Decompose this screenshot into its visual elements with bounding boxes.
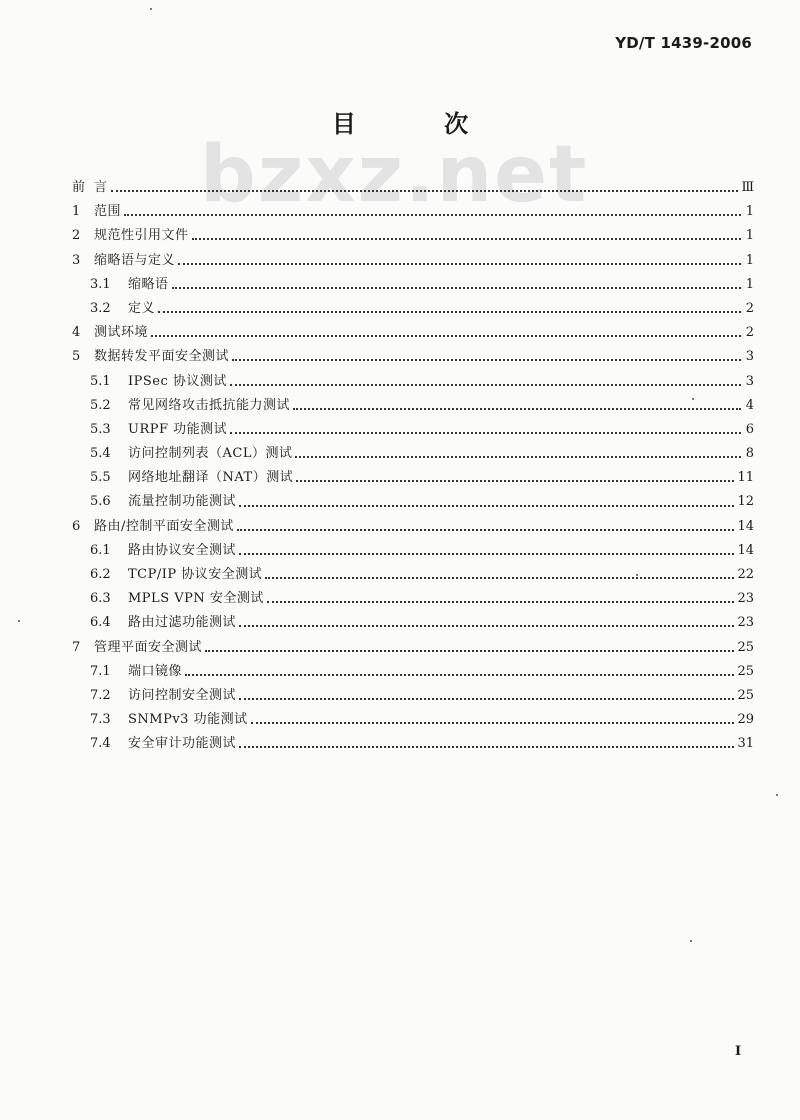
- dot-leader: [237, 529, 735, 531]
- toc-entry-label: 路由过滤功能测试: [128, 615, 237, 631]
- toc-entry-label: 缩略语与定义: [94, 252, 176, 268]
- toc-entry-label: 访问控制列表（ACL）测试: [128, 446, 293, 462]
- toc-entry-label: 端口镜像: [128, 663, 183, 679]
- document-id: YD/T 1439-2006: [615, 34, 752, 52]
- toc-entry[interactable]: [72, 611, 754, 635]
- toc-entry-number: 4: [72, 325, 81, 341]
- toc-entry-number: 3: [72, 252, 81, 268]
- toc-entry-label: 数据转发平面安全测试: [94, 349, 230, 365]
- toc-entry-number: 5.6: [90, 494, 111, 510]
- toc-entry[interactable]: [72, 200, 754, 224]
- toc-entry-page: 23: [737, 615, 754, 631]
- toc-entry[interactable]: [72, 539, 754, 563]
- toc-entry-label: 安全审计功能测试: [128, 736, 237, 752]
- dot-leader: [158, 311, 741, 313]
- toc-entry-page: 22: [737, 567, 754, 582]
- toc-entry-number: 6: [72, 518, 81, 534]
- dot-leader: [232, 359, 741, 361]
- toc-entry-number: 5.4: [90, 446, 111, 462]
- dot-leader: [230, 432, 741, 434]
- dot-leader: [172, 287, 741, 289]
- scan-speck: [692, 398, 694, 400]
- toc-entry[interactable]: [72, 321, 754, 345]
- dot-leader: [178, 263, 741, 265]
- dot-leader: [230, 384, 741, 386]
- toc-entry-number: 1: [72, 204, 81, 220]
- dot-leader: [296, 480, 734, 482]
- dot-leader: [124, 214, 741, 216]
- toc-entry-label: 路由协议安全测试: [128, 542, 237, 558]
- toc-entry-page: 2: [745, 325, 754, 341]
- toc-entry-page: 12: [737, 494, 754, 510]
- toc-entry-label: 管理平面安全测试: [94, 639, 203, 655]
- toc-entry-page: 1: [745, 228, 754, 244]
- dot-leader: [251, 722, 735, 724]
- toc-entry-number: 6.4: [90, 615, 111, 631]
- toc-entry-label: 网络地址翻译（NAT）测试: [128, 470, 294, 486]
- toc-entry-label: IPSec 协议测试: [128, 373, 227, 389]
- toc-entry-page: 1: [745, 204, 754, 220]
- dot-leader: [111, 190, 739, 192]
- toc-entry-label: 规范性引用文件: [94, 228, 189, 244]
- dot-leader: [267, 601, 735, 603]
- toc-entry[interactable]: [72, 732, 754, 756]
- toc-entry-page: 23: [737, 591, 754, 607]
- toc-entry-page: 25: [737, 687, 754, 703]
- toc-entry-page: 8: [745, 446, 754, 462]
- scan-speck: [690, 940, 692, 942]
- toc-entry-label: URPF 功能测试: [128, 421, 228, 437]
- toc-entry-number: 7: [72, 639, 81, 655]
- toc-entry-page: 14: [737, 542, 754, 558]
- toc-entry-page: 6: [745, 421, 754, 437]
- scan-speck: [150, 8, 152, 10]
- toc-entry-page: 2: [745, 300, 754, 316]
- toc-entry[interactable]: [72, 249, 754, 273]
- toc-entry[interactable]: [72, 684, 754, 708]
- page-title: 目 次: [331, 110, 509, 138]
- toc-entry-page: 3: [745, 373, 754, 389]
- toc-entry-label: 言: [94, 180, 108, 195]
- page-number: I: [735, 1044, 742, 1059]
- toc-entry-number: 5.5: [90, 470, 111, 486]
- table-of-contents: [72, 176, 754, 757]
- toc-entry[interactable]: [72, 442, 754, 466]
- dot-leader: [239, 746, 734, 748]
- toc-entry-page: 3: [745, 349, 754, 365]
- dot-leader: [265, 577, 734, 579]
- dot-leader: [185, 674, 734, 676]
- toc-entry-number: 5.1: [90, 373, 111, 389]
- toc-entry[interactable]: [72, 587, 754, 611]
- toc-entry[interactable]: [72, 394, 754, 418]
- toc-entry-label: MPLS VPN 安全测试: [128, 591, 264, 607]
- toc-entry-page: 11: [737, 470, 754, 486]
- toc-entry-label: TCP/IP 协议安全测试: [128, 567, 263, 582]
- toc-entry-page: 14: [737, 518, 754, 534]
- toc-entry[interactable]: [72, 708, 754, 732]
- toc-entry-number: 7.4: [90, 736, 111, 752]
- toc-entry[interactable]: [72, 273, 754, 297]
- scan-speck: [776, 794, 778, 796]
- dot-leader: [205, 650, 734, 652]
- toc-entry-page: Ⅲ: [741, 180, 754, 195]
- toc-entry[interactable]: [72, 224, 754, 248]
- toc-entry-page: 29: [737, 712, 754, 728]
- toc-entry[interactable]: [72, 636, 754, 660]
- toc-entry-number: 6.3: [90, 591, 111, 607]
- toc-entry[interactable]: [72, 466, 754, 490]
- toc-entry-label: 常见网络攻击抵抗能力测试: [128, 397, 291, 413]
- toc-entry-label: 缩略语: [128, 276, 169, 292]
- toc-entry-label: 流量控制功能测试: [128, 494, 237, 510]
- toc-entry[interactable]: [72, 660, 754, 684]
- toc-entry[interactable]: [72, 515, 754, 539]
- toc-entry-label: 路由/控制平面安全测试: [94, 518, 234, 534]
- toc-entry-page: 4: [745, 397, 754, 413]
- toc-entry[interactable]: [72, 345, 754, 369]
- dot-leader: [295, 456, 741, 458]
- watermark: bzxz.net: [200, 130, 589, 220]
- toc-entry-number: 7.1: [90, 663, 111, 679]
- scan-speck: [636, 574, 638, 576]
- toc-entry-number: 前: [72, 180, 86, 195]
- dot-leader: [239, 698, 734, 700]
- dot-leader: [239, 553, 734, 555]
- toc-entry-number: 6.1: [90, 542, 111, 558]
- toc-entry-label: 定义: [128, 300, 156, 316]
- dot-leader: [239, 625, 734, 627]
- toc-entry-number: 2: [72, 228, 81, 244]
- toc-entry[interactable]: [72, 176, 754, 200]
- toc-entry-label: 访问控制安全测试: [128, 687, 237, 703]
- toc-entry-number: 7.3: [90, 712, 111, 728]
- toc-entry-number: 5.3: [90, 421, 111, 437]
- dot-leader: [192, 238, 741, 240]
- toc-entry-number: 3.2: [90, 300, 111, 316]
- toc-entry[interactable]: [72, 370, 754, 394]
- toc-entry-number: 6.2: [90, 567, 111, 582]
- toc-entry[interactable]: [72, 418, 754, 442]
- toc-entry-label: 范围: [94, 204, 122, 220]
- scan-speck: [18, 620, 20, 622]
- toc-entry[interactable]: [72, 490, 754, 514]
- dot-leader: [239, 505, 734, 507]
- toc-entry-label: SNMPv3 功能测试: [128, 712, 248, 728]
- toc-entry-number: 5.2: [90, 397, 111, 413]
- toc-entry-number: 5: [72, 349, 81, 365]
- toc-entry-number: 3.1: [90, 276, 111, 292]
- toc-entry-label: 测试环境: [94, 325, 149, 341]
- dot-leader: [293, 408, 741, 410]
- toc-entry-number: 7.2: [90, 687, 111, 703]
- toc-entry[interactable]: [72, 563, 754, 587]
- toc-entry-page: 1: [745, 252, 754, 268]
- toc-entry-page: 25: [737, 663, 754, 679]
- toc-entry-page: 25: [737, 639, 754, 655]
- toc-entry[interactable]: [72, 297, 754, 321]
- toc-entry-page: 1: [745, 276, 754, 292]
- toc-entry-page: 31: [737, 736, 754, 752]
- dot-leader: [151, 335, 741, 337]
